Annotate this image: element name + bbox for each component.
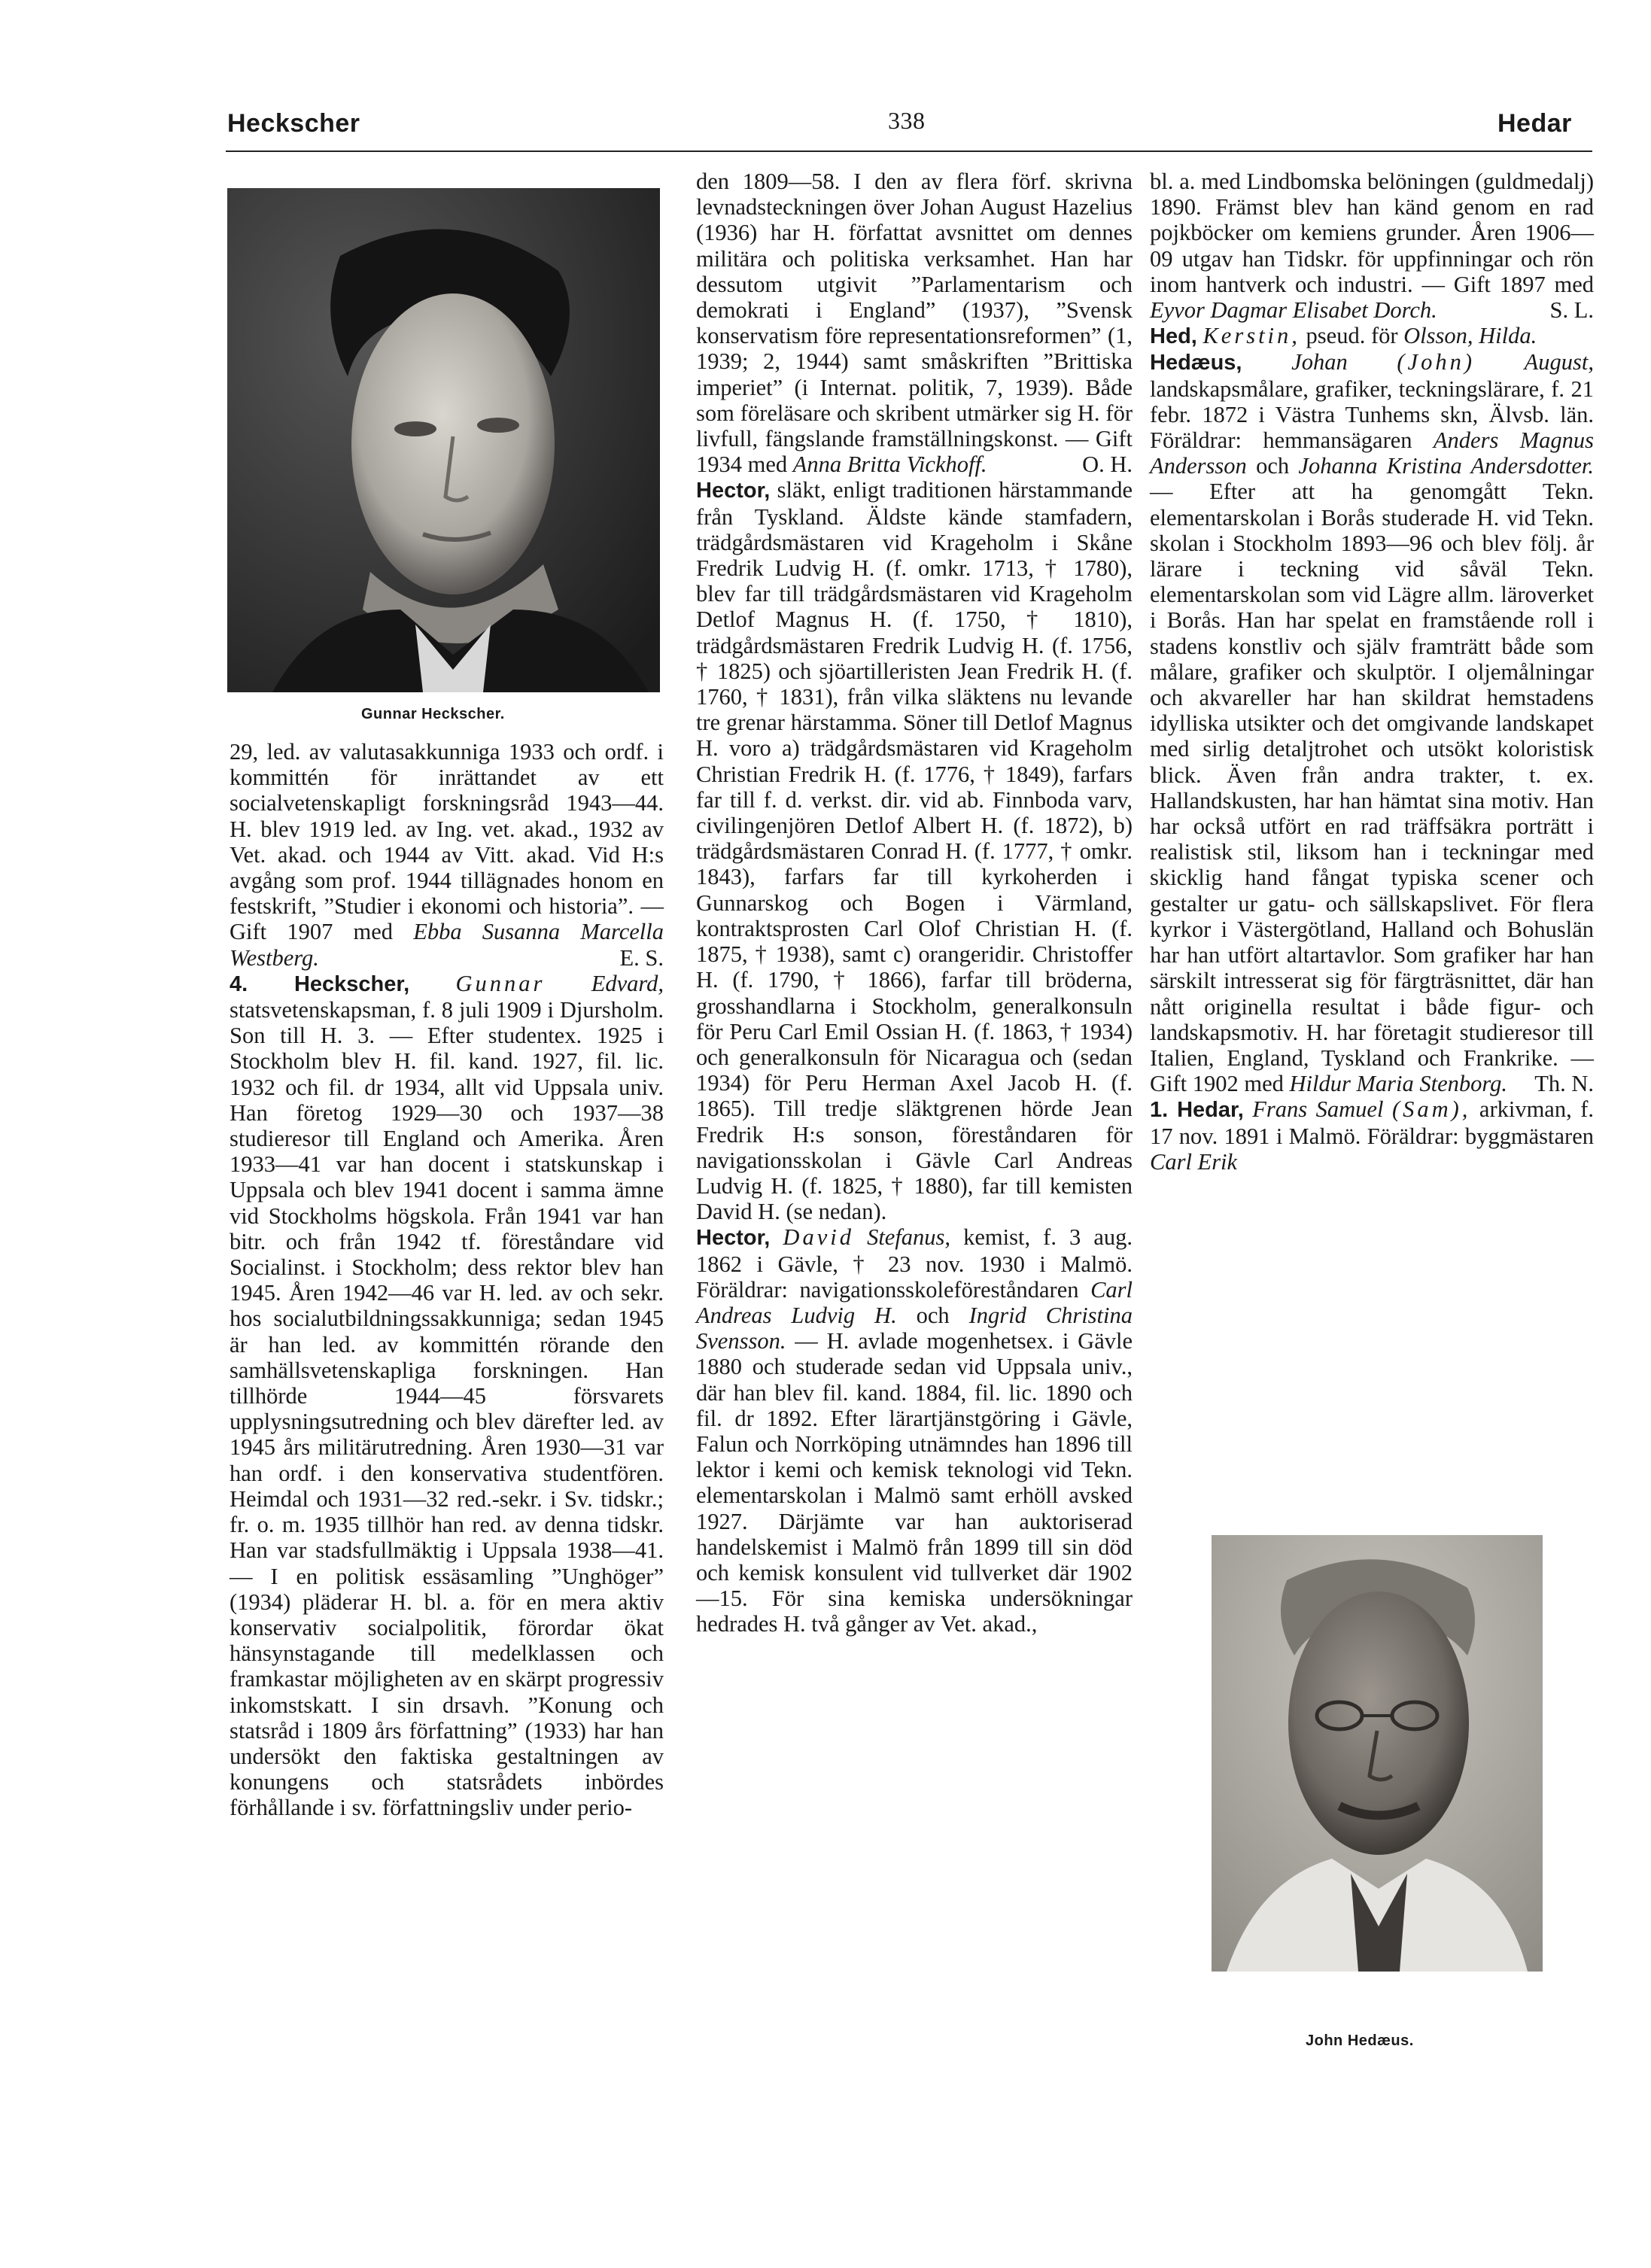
- entry-sam-hedar: [1150, 1096, 1594, 1175]
- entry-gunnar-heckscher: [230, 971, 664, 1821]
- entry-given-name-2: Stefanus,: [867, 1224, 951, 1251]
- entry-hed-kerstin: [1150, 323, 1594, 349]
- spouse-name: Hildur Maria Stenborg.: [1289, 1071, 1507, 1097]
- father-name: Anders Magnus Andersson: [1150, 427, 1595, 479]
- entry-given-name-paren: (John): [1397, 349, 1475, 375]
- entry-text: arkivman, f. 17 nov. 1891 i Malmö. Föräldrar: byggmästaren: [1150, 1096, 1594, 1149]
- paragraph-text: bl. a. med Lindbomska belöningen (guldmedalj) 1890. Främst blev han känd genom en rad pojkböcker om kemiens grunder. Åren 1906—09 utgav han Tidskr. för uppfinningar och rön inom hantverk och industri. — Gift 1897 med: [1150, 169, 1594, 297]
- running-head-left: Heckscher: [227, 109, 360, 138]
- author-signature: E. S.: [619, 944, 664, 971]
- entry-given-name: Johan: [1291, 349, 1348, 375]
- cross-reference: Olsson, Hilda.: [1403, 323, 1537, 349]
- spouse-name: Ebba Susanna Marcella Westberg.: [230, 919, 664, 971]
- entry-heading: Hector,: [696, 1226, 771, 1251]
- author-signature: O. H.: [1082, 451, 1133, 478]
- entry-given-name: Gunnar: [455, 970, 546, 996]
- father-name: Carl Erik: [1150, 1148, 1238, 1175]
- paragraph-text: 29, led. av valutasakkunniga 1933 och ordf. i kommittén för inrättandet av ett socialvetenskapligt forskningsråd 1943—44. H. blev 1919 led. av Ing. vet. akad., 1932 av Vet. akad. och 1944 av Vitt. akad. Vid H:s avgång som prof. 1944 tillägnades honom en festskrift, ”Studier i ekonomi och historia”. — Gift 1907 med: [230, 739, 664, 945]
- paragraph-text: den 1809—58. I den av flera förf. skrivna levnadsteckningen över Johan August Hazelius (1936) har H. författat avsnittet om dennes militära och politiska verksamhet. Han har dessutom utgivit ”Parlamentarism och demokrati i England” (1937), ”Svensk konservatism före representationsreformen” (1, 1939; 2, 1944) samt småskriften ”Brittiska imperiet” (i Internat. politik, 7, 1939). Både som föreläsare och skribent utmärker sig H. för livfull, fängslande framställningskonst. — Gift 1934 med: [696, 169, 1133, 478]
- author-signature: Th. N.: [1534, 1071, 1594, 1097]
- running-head-right: Hedar: [1497, 109, 1572, 138]
- entry-given-name-2: August,: [1524, 349, 1595, 375]
- entry-given-name: David: [783, 1224, 854, 1251]
- entry-given-name-2: Edvard,: [591, 970, 664, 996]
- entry-text: landskapsmålare, grafiker, teckningslärare, f. 21 febr. 1872 i Västra Tunhems skn, Älvsb. län. Föräldrar: hemmansägaren: [1150, 375, 1594, 454]
- paragraph-continuation: [696, 169, 1133, 477]
- entry-given-name: Frans Samuel: [1252, 1096, 1384, 1123]
- mother-name: Johanna Kristina Andersdotter.: [1298, 453, 1595, 479]
- entry-heading: 1. Hedar,: [1150, 1098, 1244, 1123]
- portrait-illustration: [1212, 1535, 1543, 1972]
- paragraph-continuation: [230, 739, 664, 971]
- entry-text: pseud. för: [1306, 323, 1398, 349]
- text-column-2: [696, 169, 1133, 1637]
- portrait-photo-gunnar-heckscher: [227, 188, 660, 692]
- entry-heading: Hedæus,: [1150, 351, 1242, 375]
- entry-given-name-paren: (Sam),: [1391, 1096, 1471, 1123]
- spouse-name: Eyvor Dagmar Elisabet Dorch.: [1150, 297, 1437, 324]
- portrait-photo-john-hedaeus: [1212, 1535, 1543, 1972]
- author-signature: S. L.: [1549, 297, 1594, 324]
- mother-name: Ingrid Christina Svensson.: [696, 1302, 1133, 1354]
- entry-heading: Hed,: [1150, 324, 1197, 349]
- entry-heading: Hector,: [696, 479, 771, 503]
- header-rule: [226, 150, 1592, 152]
- photo-caption-john-hedaeus: John Hedæus.: [1306, 2032, 1414, 2049]
- entry-text-2: — H. avlade mogenhetsex. i Gävle 1880 och studerade sedan vid Uppsala univ., där han blev fil. kand. 1884, fil. lic. 1890 och fil. dr 1892. Efter lärartjänstgöring i Gävle, Falun och Norrköping utnämndes han 1896 till lektor i kemi och kemisk teknologi vid Tekn. elementarskolan i Malmö samt erhöll avsked 1927. Därjämte var han auktoriserad handelskemist i Malmö från 1899 till sin död och kemisk konsulent vid tullverket där 1902—15. För sina kemiska undersökningar hedrades H. två gånger av Vet. akad.,: [696, 1328, 1133, 1637]
- entry-given-name: Kerstin,: [1203, 323, 1300, 349]
- entry-text: statsvetenskapsman, f. 8 juli 1909 i Djursholm. Son till H. 3. — Efter studentex. 1925 i Stockholm blev H. fil. kand. 1927, fil. lic. 1932 och fil. dr 1934, allt vid Uppsala univ. Han företog 1929—30 och 1937—38 studieresor till England och Amerika. Åren 1933—41 var han docent i statskunskap i Uppsala och blev 1941 docent i samma ämne vid Stockholms högskola. Från 1941 var han bitr. och från 1942 tf. föreståndare vid Socialinst. i Stockholm; dess rektor blev han 1945. Åren 1942—46 var H. led. av och sekr. hos socialutbildningssakkunniga; sedan 1945 är han led. av kommittén rörande den samhällsvetenskapliga forskningen. Han tillhörde 1944—45 försvarets upplysningsutredning och blev därefter led. av 1945 års militärutredning. Åren 1930—31 var han ordf. i den konservativa studentfören. Heimdal och 1931—32 red.-sekr. i Sv. tidskr.; fr. o. m. 1935 tillhör han red. av denna tidskr. Han var stadsfullmäktig i Uppsala 1938—41. — I en politisk essäsamling ”Unghöger” (1934) pläderar H. bl. a. för en mera aktiv konservativ socialpolitik, förordar ökat hänsynstagande till medelklassen och framkastar möjligheten av en skärpt progressiv inkomstskatt. I sin drsavh. ”Konung och statsråd i 1809 års författning” (1933) har han undersökt den faktiska gestaltningen av konungens och statsrådets inbördes förhållande i sv. författningsliv under perio-: [230, 997, 664, 1821]
- entry-john-hedaeus: [1150, 349, 1594, 1096]
- conjunction: och: [916, 1302, 950, 1328]
- father-name: Carl Andreas Ludvig H.: [696, 1276, 1133, 1328]
- photo-caption-gunnar-heckscher: Gunnar Heckscher.: [361, 706, 505, 722]
- paragraph-continuation: [1150, 169, 1594, 323]
- entry-text: släkt, enligt traditionen härstammande från Tyskland. Äldste kände stamfadern, trädgårdsmästaren vid Krageholm i Skåne Fredrik Ludvig H. (f. omkr. 1713, † 1780), blev far till trädgårdsmästaren vid Krageholm Detlof Magnus H. (f. 1750, † 1810), trädgårdsmästaren Fredrik Ludvig H. (f. 1756, † 1825) och sjöartilleristen Jean Fredrik H. (f. 1760, † 1831), från vilka släktens nu levande tre grenar härstamma. Söner till Detlof Magnus H. voro a) trädgårdsmästaren vid Krageholm Christian Fredrik H. (f. 1776, † 1849), farfars far till f. d. verkst. dir. vid ab. Finnboda varv, civilingenjören Detlof Albert H. (f. 1872), b) trädgårdsmästaren Conrad H. (f. 1777, † omkr. 1843), farfars far till kyrkoherden i Gunnarskog och Bogen i Värmland, kontraktsprosten Carl Olof Christian H. (f. 1875, † 1938), samt c) orangeridir. Christoffer H. (f. 1790, † 1866), farfar till bröderna, grosshandlarna i Stockholm, generalkonsuln för Peru Carl Emil Ossian H. (f. 1863, † 1934) och generalkonsuln för Nicaragua och (sedan 1934) för Peru Herman Axel Jacob H. (f. 1865). Till tredje släktgrenen hörde Jean Fredrik H:s sonson, föreståndaren för navigationsskolan i Gävle Carl Andreas Ludvig H. (f. 1825, † 1880), far till kemisten David H. (se nedan).: [696, 477, 1133, 1225]
- page-number: 338: [888, 107, 926, 134]
- text-column-3: [1150, 169, 1594, 1175]
- text-column-1: [230, 739, 664, 1821]
- portrait-illustration: [227, 188, 660, 692]
- conjunction: och: [1256, 453, 1290, 479]
- entry-text-2: — Efter att ha genomgått Tekn. elementarskolan i Borås studerade H. vid Tekn. skolan i Stockholm 1893—96 och blev följ. år lärare i teckning vid såväl Tekn. elementarskolan som vid Lägre allm. läroverket i Borås. Han har spelat en framstående roll i stadens konstliv och själv framträtt både som målare, grafiker och skulptör. I oljemålningar och akvareller har han skildrat hemstadens idylliska utsikter och det omgivande landskapet med sirlig detaljtrohet och utsökt koloristisk blick. Även från andra trakter, t. ex. Hallandskusten, har han hämtat sina motiv. Han har också utfört en rad träffsäkra porträtt i realistisk stil, liksom han i teckningar med skicklig hand fångat typiska scener och gestalter ur gatu- och sällskapslivet. För flera kyrkor i Västergötland, Halland och Bohuslän har han utfört altartavlor. Som grafiker har han särskilt intresserat sig för färgträsnittet, där han nått originella resultat i både figur- och landskapsmotiv. H. har företagit studieresor till Italien, England, Tyskland och Frankrike. — Gift 1902 med: [1150, 479, 1594, 1097]
- entry-heading: 4. Heckscher,: [230, 971, 410, 996]
- entry-text: kemist, f. 3 aug. 1862 i Gävle, † 23 nov. 1930 i Malmö. Föräldrar: navigationsskoleföreståndaren: [696, 1224, 1133, 1303]
- spouse-name: Anna Britta Vickhoff.: [792, 451, 987, 478]
- entry-hector-family: [696, 477, 1133, 1224]
- entry-david-hector: [696, 1224, 1133, 1637]
